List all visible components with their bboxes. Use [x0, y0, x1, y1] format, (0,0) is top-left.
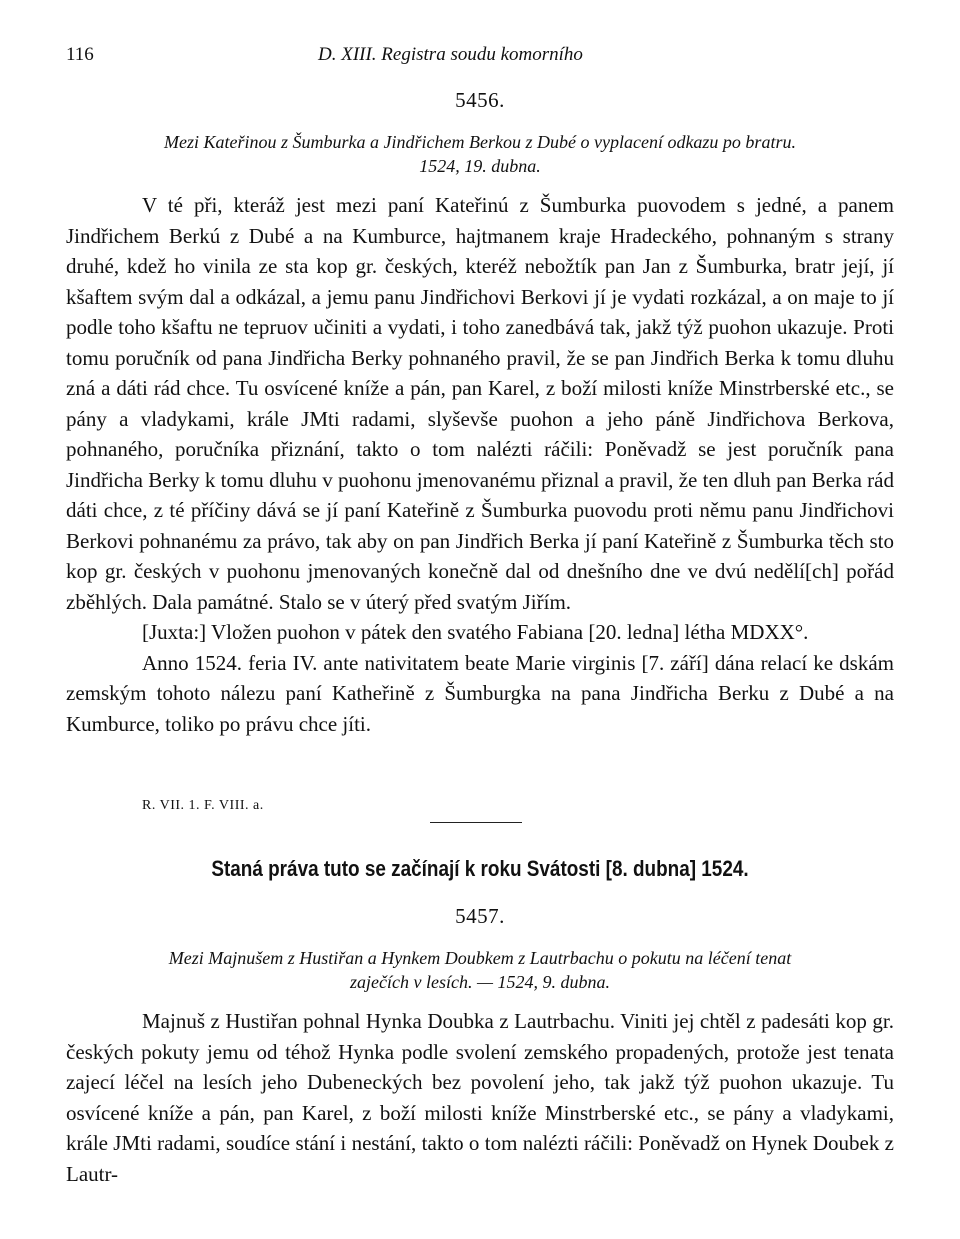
- entry-number: 5456.: [455, 88, 505, 112]
- headnote-date: zaječích v lesích. — 1524, 9. dubna.: [350, 972, 610, 992]
- paragraph: Majnuš z Hustiřan pohnal Hynka Doubka z Lautrbachu. Viniti jej chtěl z padesáti kop gr. českých pokuty jemu od téhož Hynka podle svolení zemského propadených, protože jest tenata zajecí léčel na lesích jeho Dubeneckých bez povolení jeho, tak jakž týž puohon ukazuje. Tu osvícené kníže a pán, pan Karel, z boží milosti kníže Minstrberské etc., se pány a vladykami, krále JMti radami, soudíce stání i nestání, takto o tom nalézti ráčili: Poněvadž on Hynek Doubek z Lautr-: [66, 1009, 894, 1186]
- paragraph: Anno 1524. feria IV. ante nativitatem beate Marie virginis [7. září] dána relací ke dskám zemským tohoto nálezu paní Katheřině z Šumburgka na pana Jindřicha Berku z Dubé a na Kumburce, toliko po právu chce jíti.: [66, 650, 894, 736]
- entry-number: 5457.: [455, 904, 505, 928]
- entry-body: [66, 190, 894, 739]
- source-reference: R. VII. 1. F. VIII. a.: [142, 798, 264, 813]
- entry-headnote: [66, 946, 894, 994]
- headnote-line: Mezi Kateřinou z Šumburka a Jindřichem Berkou z Dubé o vyplacení odkazu po bratru.: [164, 132, 796, 152]
- page-number: 116: [66, 44, 94, 65]
- paragraph: [Juxta:] Vložen puohon v pátek den svatého Fabiana [20. ledna] létha MDXX°.: [142, 620, 809, 644]
- headnote-date: 1524, 19. dubna.: [419, 156, 541, 176]
- headnote-line: Mezi Majnušem z Hustiřan a Hynkem Doubkem z Lautrbachu o pokutu na léčení tenat: [168, 948, 792, 968]
- running-title: D. XIII. Registra soudu komorního: [318, 44, 583, 65]
- entry-headnote: [66, 130, 894, 178]
- running-head: [66, 44, 894, 68]
- divider: [430, 822, 522, 823]
- paragraph: V té při, kteráž jest mezi paní Kateřinú z Šumburka puovodem s jedné, a panem Jindřichem Berkú z Dubé a na Kumburce, hajtmanem kraje Hradeckého, pohnaným s strany druhé, kdež ho vinila ze sta kop gr. českých, kteréž nebožtík pan Jan z Šumburka, bratr její, jí kšaftem svým dal a odkázal, a jemu panu Jindřichovi Berkovi jí je vydati rozkázal, a on maje to jí podle toho kšaftu ne tepruov učiniti a vydati, i toho zanedbává tak, jakž týž puohon ukazuje. Proti tomu poručník od pana Jindřicha Berky pohnaného pravil, že se pan Jindřich Berka k tomu dluhu zná a dáti rád chce. Tu osvícené kníže a pán, pan Karel, z boží milosti kníže Minstrberské etc., se pány a vladykami, krále JMti radami, slyševše puohon a jeho páně Jindřichova Berkova, pohnaného, poručníka přiznání, takto o tom nalézti ráčili: Poněvadž se jest poručník pana Jindřicha Berky k tomu dluhu v puohonu jmenovanému přiznal a pravil, že ten dluh pan Berka rád dáti chce, z té příčiny dává se jí paní Kateřině z Šumburka puovodu proti němu panu Jindřichovi Berkovi pohnanému za právo, tak aby on pan Jindřich Berka jí paní Kateřině z Šumburka těch sto kop gr. českých v puohonu jmenovaných konečně dal od dnešního dne ve dvú nedělí[ch] pořád zběhlých. Dala památné. Stalo se v úterý před svatým Jiřím.: [66, 193, 894, 614]
- entry-body: [66, 1006, 894, 1189]
- section-heading: Staná práva tuto se začínají k roku Svátosti [8. dubna] 1524.: [211, 856, 749, 881]
